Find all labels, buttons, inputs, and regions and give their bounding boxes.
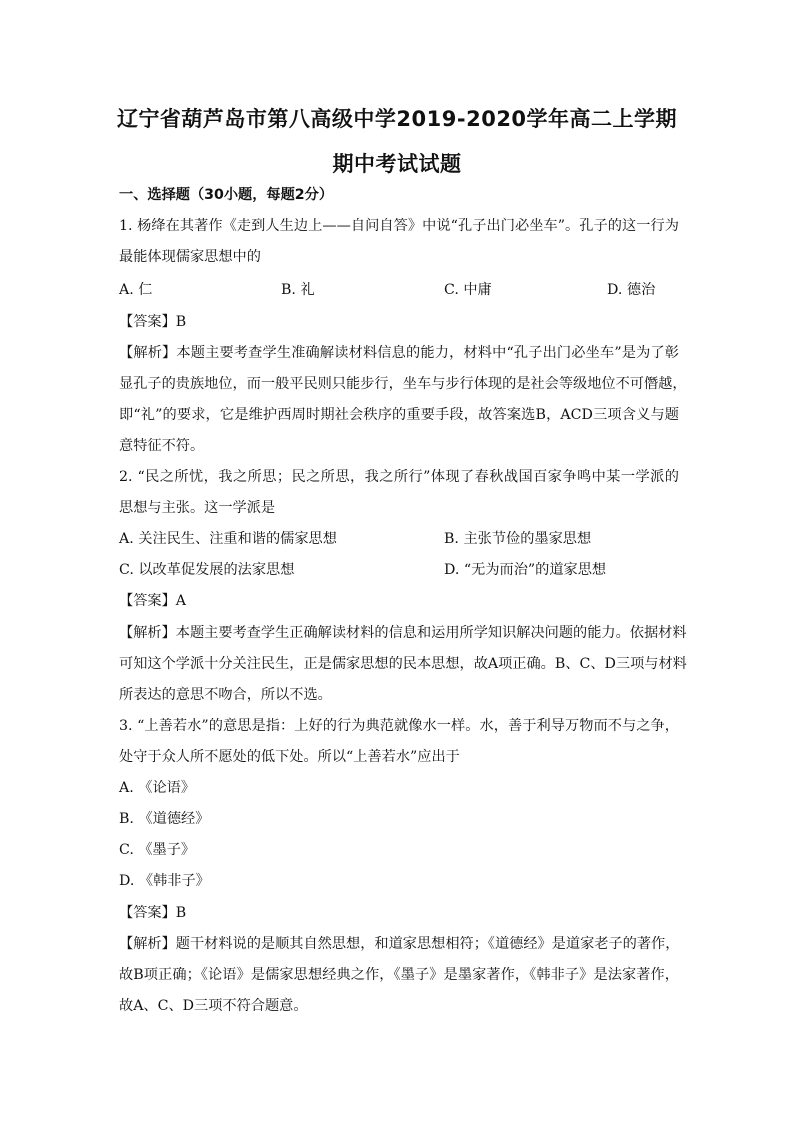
option-a: A. 《论语》: [119, 780, 196, 796]
answer-label: 【答案】A: [119, 593, 186, 609]
answer-label: 【答案】B: [119, 314, 187, 330]
question-stem-line: 处守于众人所不愿处的低下处。所以“上善若水”应出于: [119, 749, 460, 765]
option-c: C. 中庸: [444, 282, 492, 298]
option-a: A. 关注民生、注重和谐的儒家思想: [119, 531, 337, 547]
analysis-line: 即“礼”的要求，它是维护西周时期社会秩序的重要手段，故答案选B，ACD三项含义与题: [119, 407, 679, 423]
option-b: B. 《道德经》: [119, 811, 210, 827]
option-d: D. 《韩非子》: [119, 873, 210, 889]
analysis-line: 故B项正确；《论语》是儒家思想经典之作，《墨子》是墨家著作，《韩非子》是法家著作，: [119, 967, 679, 983]
option-c: C. 以改革促发展的法家思想: [119, 562, 295, 578]
analysis-line: 所表达的意思不吻合，所以不选。: [119, 687, 332, 703]
option-c: C. 《墨子》: [119, 842, 196, 858]
section-header: 一、选择题（30小题，每题2分）: [119, 187, 334, 203]
document-title-line-1: 辽宁省葫芦岛市第八高级中学2019-2020学年高二上学期: [116, 107, 678, 131]
question-stem-line: 最能体现儒家思想中的: [119, 249, 261, 265]
analysis-line: 【解析】题干材料说的是顺其自然思想，和道家思想相符；《道德经》是道家老子的著作，: [119, 936, 680, 952]
question-stem-line: 2. “民之所忧，我之所思；民之所思，我之所行”体现了春秋战国百家争鸣中某一学派的: [119, 469, 679, 485]
analysis-line: 故A、C、D三项不符合题意。: [119, 998, 308, 1014]
answer-label: 【答案】B: [119, 905, 187, 921]
analysis-line: 【解析】本题主要考查学生准确解读材料信息的能力，材料中“孔子出门必坐车”是为了彰: [119, 345, 679, 361]
option-d: D. “无为而治”的道家思想: [444, 562, 607, 578]
question-stem-line: 思想与主张。这一学派是: [119, 500, 276, 516]
question-stem-line: 1. 杨绛在其著作《走到人生边上——自问自答》中说“孔子出门必坐车”。孔子的这一行为: [119, 218, 679, 234]
option-b: B. 主张节俭的墨家思想: [444, 531, 592, 547]
analysis-line: 可知这个学派十分关注民生，正是儒家思想的民本思想，故A项正确。B、C、D三项与材料: [119, 656, 687, 672]
question-stem-line: 3. “上善若水”的意思是指：上好的行为典范就像水一样。水，善于利导万物而不与之争，: [119, 718, 679, 734]
document-title-line-2: 期中考试试题: [332, 152, 462, 176]
analysis-line: 显孔子的贵族地位，而一般平民则只能步行，坐车与步行体现的是社会等级地位不可僭越，: [119, 376, 687, 392]
option-d: D. 德治: [607, 282, 656, 298]
analysis-line: 意特征不符。: [119, 438, 205, 454]
option-b: B. 礼: [281, 282, 315, 298]
option-a: A. 仁: [119, 282, 153, 298]
analysis-line: 【解析】本题主要考查学生正确解读材料的信息和运用所学知识解决问题的能力。依据材料: [119, 625, 687, 641]
